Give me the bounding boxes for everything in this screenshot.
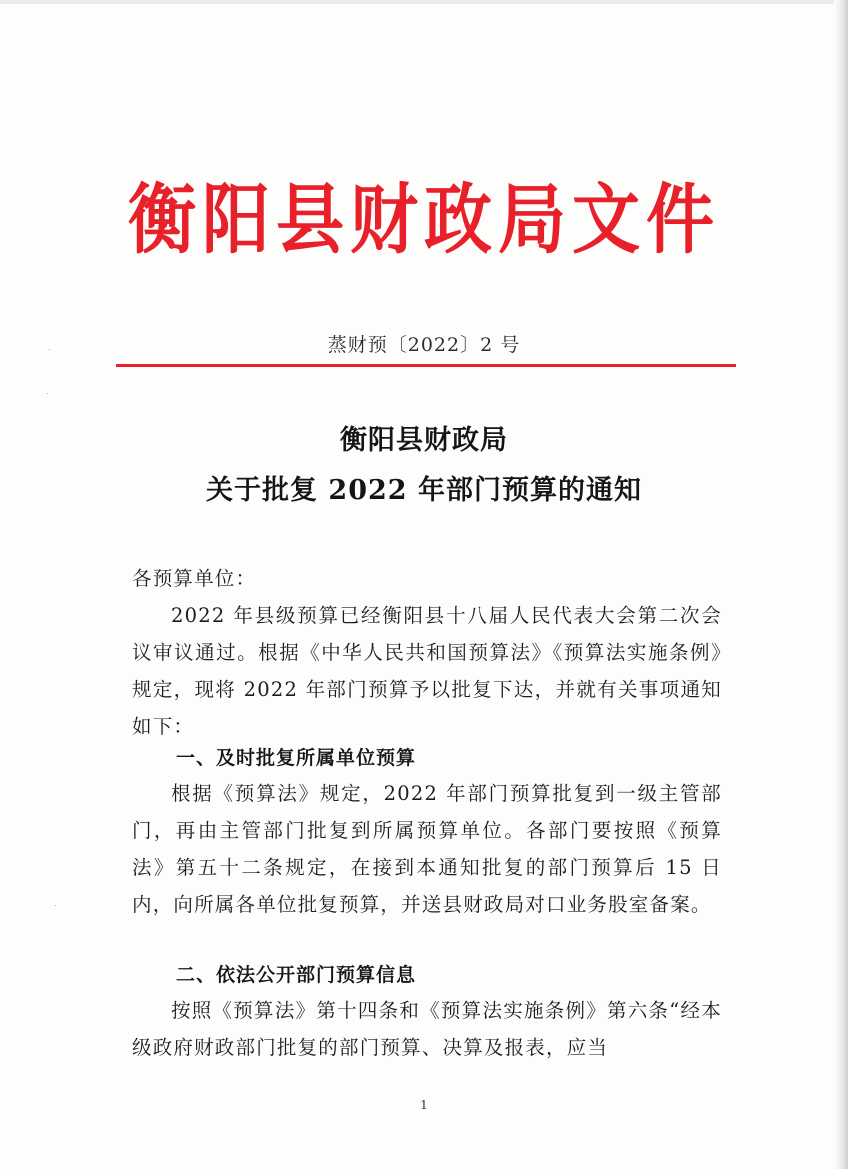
notice-title-line2: 关于批复 2022 年部门预算的通知 [206,475,642,506]
section-heading-2: 二、依法公开部门预算信息 [176,964,417,986]
scan-artifact: ᐧ [54,902,57,912]
intro-paragraph: 2022 年县级预算已经衡阳县十八届人民代表大会第二次会议审议通过。根据《中华人民共和国预算法》《预算法实施条例》规定，现将 2022 年部门预算予以批复下达，并就有关事项通知如下： [132,604,722,738]
salutation: 各预算单位： [132,567,257,590]
section-1-paragraph: 根据《预算法》规定，2022 年部门预算批复到一级主管部门，再由主管部门批复到所属预算单位。各部门要按照《预算法》第五十二条规定，在接到本通知批复的部门预算后 15 日内，向所属各单位批复预算，并送县财政局对口业务股室备案。 [132,782,722,916]
section-heading-1: 一、及时批复所属单位预算 [176,747,417,769]
scan-artifact: ᐧ [46,390,49,400]
scan-edge-top [0,0,848,4]
page-number: 1 [420,1098,428,1112]
document-number: 蒸财预〔2022〕2 号 [327,334,521,356]
notice-title-line1: 衡阳县财政局 [340,425,508,456]
scan-artifact: ᐧ [48,346,51,356]
red-divider-line [116,364,736,367]
section-2-paragraph: 按照《预算法》第十四条和《预算法实施条例》第六条“经本级政府财政部门批复的部门预算、决算及报表，应当 [132,999,722,1059]
letterhead-title: 衡阳县财政局文件 [127,175,720,265]
